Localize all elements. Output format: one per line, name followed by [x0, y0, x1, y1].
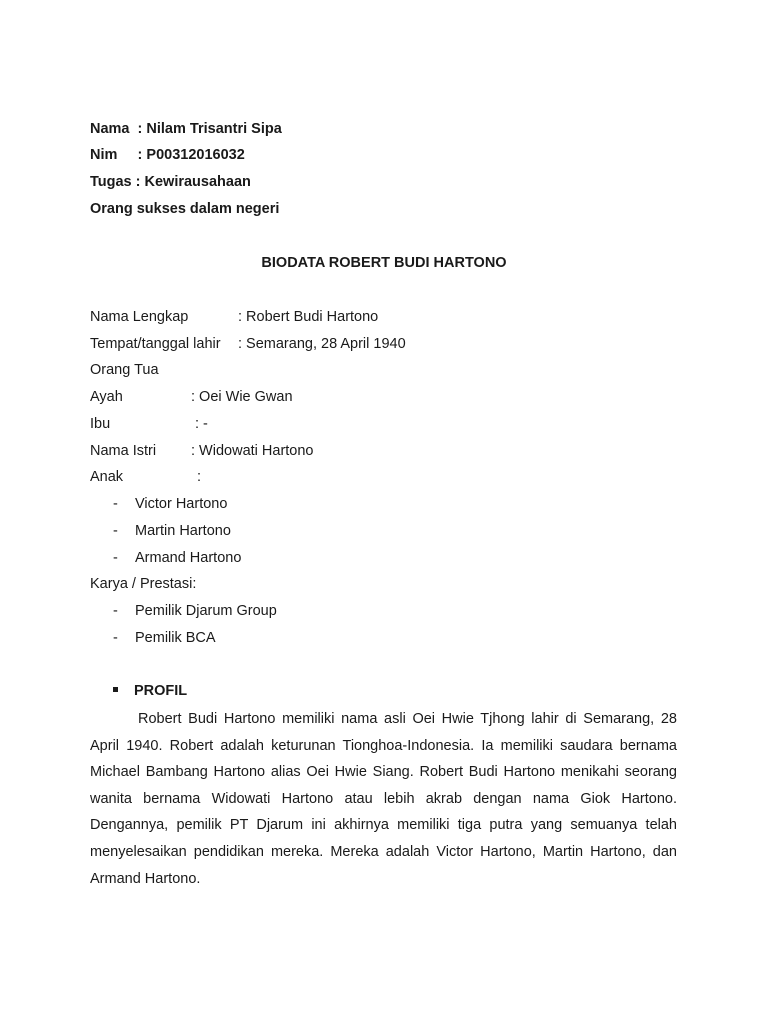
field-label: Karya / Prestasi:: [90, 576, 197, 592]
dash-marker: -: [113, 523, 118, 539]
profil-heading-text: PROFIL: [134, 683, 188, 699]
field-value: : Robert Budi Hartono: [238, 309, 379, 325]
field-label: Ibu: [90, 416, 111, 432]
student-nim-line: Nim : P00312016032: [90, 147, 245, 163]
student-name-line: Nama : Nilam Trisantri Sipa: [90, 121, 282, 137]
field-label: Nama Istri: [90, 443, 157, 459]
field-label: Orang Tua: [90, 362, 159, 378]
field-tempat-tanggal-lahir: [90, 334, 406, 354]
profil-heading: [113, 681, 187, 701]
dash-marker: -: [113, 630, 118, 646]
square-bullet-icon: [113, 687, 118, 692]
dash-marker: -: [113, 496, 118, 512]
field-nama-istri: [90, 441, 314, 461]
field-ibu: [90, 414, 208, 434]
child-name: Victor Hartono: [135, 496, 228, 512]
field-anak: [90, 467, 202, 487]
field-label: Tempat/tanggal lahir: [90, 336, 221, 352]
field-karya-prestasi: [90, 574, 196, 594]
achievement: Pemilik Djarum Group: [135, 603, 277, 619]
dash-marker: -: [113, 603, 118, 619]
field-label: Nama Lengkap: [90, 309, 189, 325]
field-label: Ayah: [90, 389, 123, 405]
document-title: BIODATA ROBERT BUDI HARTONO: [261, 255, 507, 271]
field-nama-lengkap: [90, 307, 379, 327]
field-value: :: [197, 469, 202, 485]
achievement: Pemilik BCA: [135, 630, 216, 646]
field-ayah: [90, 387, 293, 407]
field-value: : -: [195, 416, 208, 432]
child-name: Armand Hartono: [135, 550, 242, 566]
field-value: : Widowati Hartono: [191, 443, 314, 459]
field-orang-tua: [90, 360, 159, 380]
dash-marker: -: [113, 550, 118, 566]
field-value: : Semarang, 28 April 1940: [238, 336, 406, 352]
field-label: Anak: [90, 469, 124, 485]
profil-paragraph: Robert Budi Hartono memiliki nama asli Oei Hwie Tjhong lahir di Semarang, 28 April 1940. Robert adalah keturunan Tionghoa-Indonesia. Ia memiliki saudara bernama Michael Bambang Hartono alias Oei Hwie Siang. Robert Budi Hartono menikahi seorang wanita bernama Widowati Hartono atau lebih akrab dengan nama Giok Hartono. Dengannya, pemilik PT Djarum ini akhirnya memiliki tiga putra yang semuanya telah menyelesaikan pendidikan mereka. Mereka adalah Victor Hartono, Martin Hartono, dan Armand Hartono.: [90, 711, 677, 887]
child-name: Martin Hartono: [135, 523, 231, 539]
field-value: : Oei Wie Gwan: [191, 389, 293, 405]
task-line: Tugas : Kewirausahaan: [90, 174, 251, 190]
topic-line: Orang sukses dalam negeri: [90, 201, 280, 217]
